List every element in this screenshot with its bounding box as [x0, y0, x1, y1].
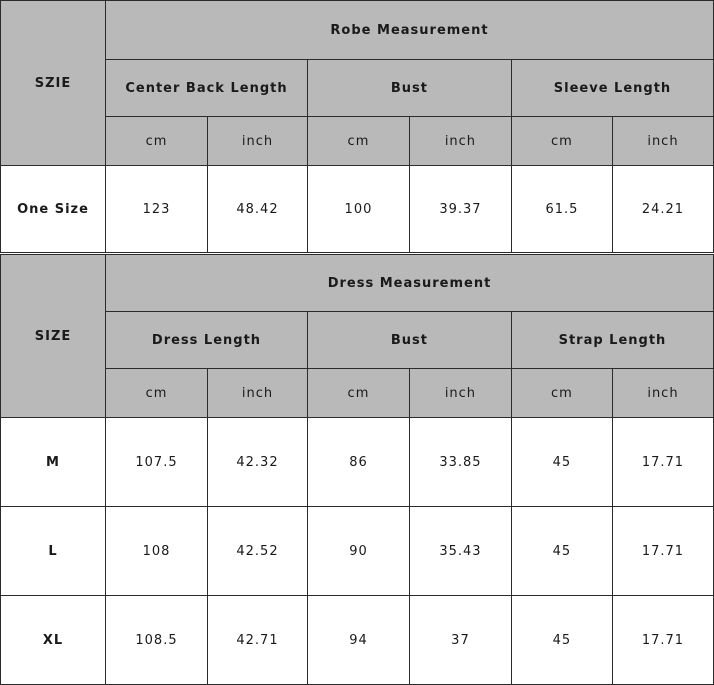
dress-unit-5: inch	[612, 369, 713, 418]
robe-group-1: Bust	[307, 60, 511, 117]
table-row	[1, 166, 714, 253]
table-row	[1, 60, 714, 117]
robe-row-0-value-2: 100	[307, 166, 409, 253]
robe-unit-1: inch	[208, 117, 308, 166]
dress-unit-3: inch	[409, 369, 511, 418]
dress-row-1-value-0: 108	[106, 507, 208, 596]
dress-title: Dress Measurement	[106, 255, 714, 312]
dress-row-0-value-2: 86	[307, 418, 409, 507]
robe-group-2: Sleeve Length	[511, 60, 713, 117]
dress-row-2-size: XL	[1, 596, 106, 685]
dress-group-0: Dress Length	[106, 312, 308, 369]
dress-row-1-value-1: 42.52	[208, 507, 308, 596]
table-row	[1, 369, 714, 418]
table-row	[1, 418, 714, 507]
dress-size-header: SIZE	[1, 255, 106, 418]
dress-group-2: Strap Length	[511, 312, 713, 369]
table-row	[1, 117, 714, 166]
dress-row-2-value-0: 108.5	[106, 596, 208, 685]
robe-row-0-value-3: 39.37	[409, 166, 511, 253]
robe-row-0-size: One Size	[1, 166, 106, 253]
robe-unit-4: cm	[511, 117, 612, 166]
dress-row-0-value-3: 33.85	[409, 418, 511, 507]
dress-row-0-value-4: 45	[511, 418, 612, 507]
dress-row-0-value-5: 17.71	[612, 418, 713, 507]
robe-group-0: Center Back Length	[106, 60, 308, 117]
dress-measurement-table	[0, 254, 714, 685]
dress-row-1-value-5: 17.71	[612, 507, 713, 596]
dress-row-1-size: L	[1, 507, 106, 596]
table-row	[1, 312, 714, 369]
dress-unit-2: cm	[307, 369, 409, 418]
robe-unit-2: cm	[307, 117, 409, 166]
dress-row-2-value-3: 37	[409, 596, 511, 685]
dress-row-2-value-5: 17.71	[612, 596, 713, 685]
dress-row-0-value-1: 42.32	[208, 418, 308, 507]
dress-group-1: Bust	[307, 312, 511, 369]
dress-unit-0: cm	[106, 369, 208, 418]
table-row	[1, 596, 714, 685]
robe-row-0-value-5: 24.21	[612, 166, 713, 253]
dress-unit-4: cm	[511, 369, 612, 418]
dress-row-1-value-4: 45	[511, 507, 612, 596]
robe-unit-5: inch	[612, 117, 713, 166]
dress-row-0-value-0: 107.5	[106, 418, 208, 507]
robe-row-0-value-4: 61.5	[511, 166, 612, 253]
dress-row-0-size: M	[1, 418, 106, 507]
robe-row-0-value-0: 123	[106, 166, 208, 253]
robe-unit-3: inch	[409, 117, 511, 166]
table-row	[1, 255, 714, 312]
dress-row-2-value-2: 94	[307, 596, 409, 685]
robe-size-header: SZIE	[1, 1, 106, 166]
dress-row-2-value-4: 45	[511, 596, 612, 685]
dress-row-2-value-1: 42.71	[208, 596, 308, 685]
table-row	[1, 507, 714, 596]
dress-unit-1: inch	[208, 369, 308, 418]
robe-unit-0: cm	[106, 117, 208, 166]
robe-title: Robe Measurement	[106, 1, 714, 60]
dress-row-1-value-3: 35.43	[409, 507, 511, 596]
robe-row-0-value-1: 48.42	[208, 166, 308, 253]
dress-row-1-value-2: 90	[307, 507, 409, 596]
robe-measurement-table	[0, 0, 714, 253]
table-row	[1, 1, 714, 60]
